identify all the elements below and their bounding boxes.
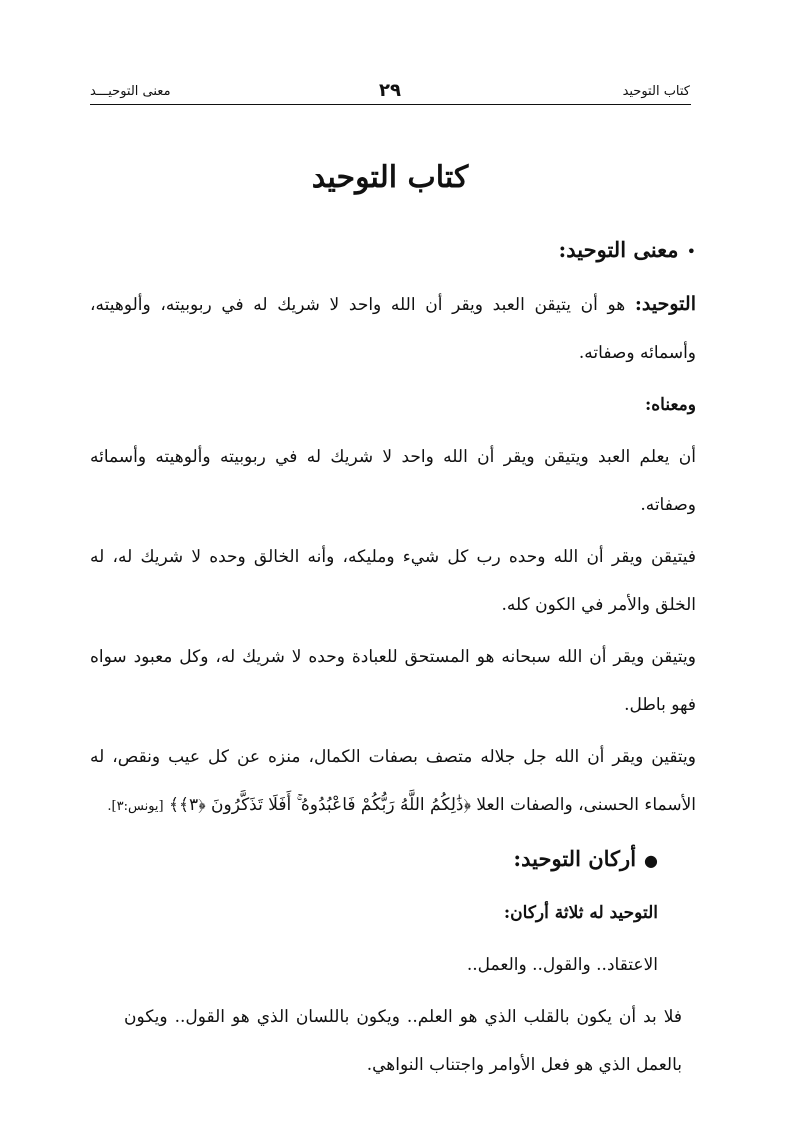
paragraph-4 [90,733,696,831]
bullet-icon: ● [644,851,658,870]
section-heading-meaning [90,226,696,276]
definition-paragraph [90,280,696,377]
running-header [90,80,690,104]
verse-reference: [يونس:٣]. [107,799,164,814]
quran-verse: ﴿ذَٰلِكُمُ اللَّهُ رَبُّكُمْ فَاعْبُدُوهُ ۚ أَفَلَا تَذَكَّرُونَ ﴿٣﴾﴾ [163,795,477,815]
page-title: كتاب التوحيد [311,160,469,195]
paragraph-3: ويتيقن ويقر أن الله سبحانه هو المستحق للعبادة وحده لا شريك له، وكل معبود سواه فهو باطل. [90,647,696,715]
heading-text: معنى التوحيد: [558,237,679,262]
bullet-icon: • [686,242,696,261]
pillars-list: الاعتقاد.. والقول.. والعمل.. [466,955,658,975]
paragraph-4-text: ويتقين ويقر أن الله جل جلاله متصف بصفات الكمال، منزه عن كل عيب ونقص، له الأسماء الحسنى، والصفات العلا [90,747,696,815]
body-text [90,226,696,1093]
header-chapter-title: معنى التوحيـــد [90,84,171,99]
paragraph-1: أن يعلم العبد ويتيقن ويقر أن الله واحد لا شريك له في ربوبيته وألوهيته وأسمائه وصفاته. [90,447,696,515]
pillars-explanation: فلا بد أن يكون بالقلب الذي هو العلم.. ويكون باللسان الذي هو القول.. ويكون بالعمل الذي هو فعل الأوامر واجتناب النواهي. [124,1007,682,1075]
section-heading-pillars [90,835,696,885]
meaning-label: ومعناه: [644,395,696,415]
header-book-title: كتاب التوحيد [622,84,690,99]
header-rule [90,104,691,105]
paragraph-2: فيتيقن ويقر أن الله وحده رب كل شيء ومليكه، وأنه الخالق وحده لا شريك له، له الخلق والأمر في الكون كله. [90,547,696,615]
heading-text: أركان التوحيد: [513,846,637,871]
pillars-subheading: التوحيد له ثلاثة أركان: [503,903,658,923]
definition-text: هو أن يتيقن العبد ويقر أن الله واحد لا شريك له في ربوبيته، وألوهيته، وأسمائه وصفاته. [90,295,696,363]
page-number: ٢٩ [379,80,401,101]
definition-term: التوحيد: [634,293,696,315]
